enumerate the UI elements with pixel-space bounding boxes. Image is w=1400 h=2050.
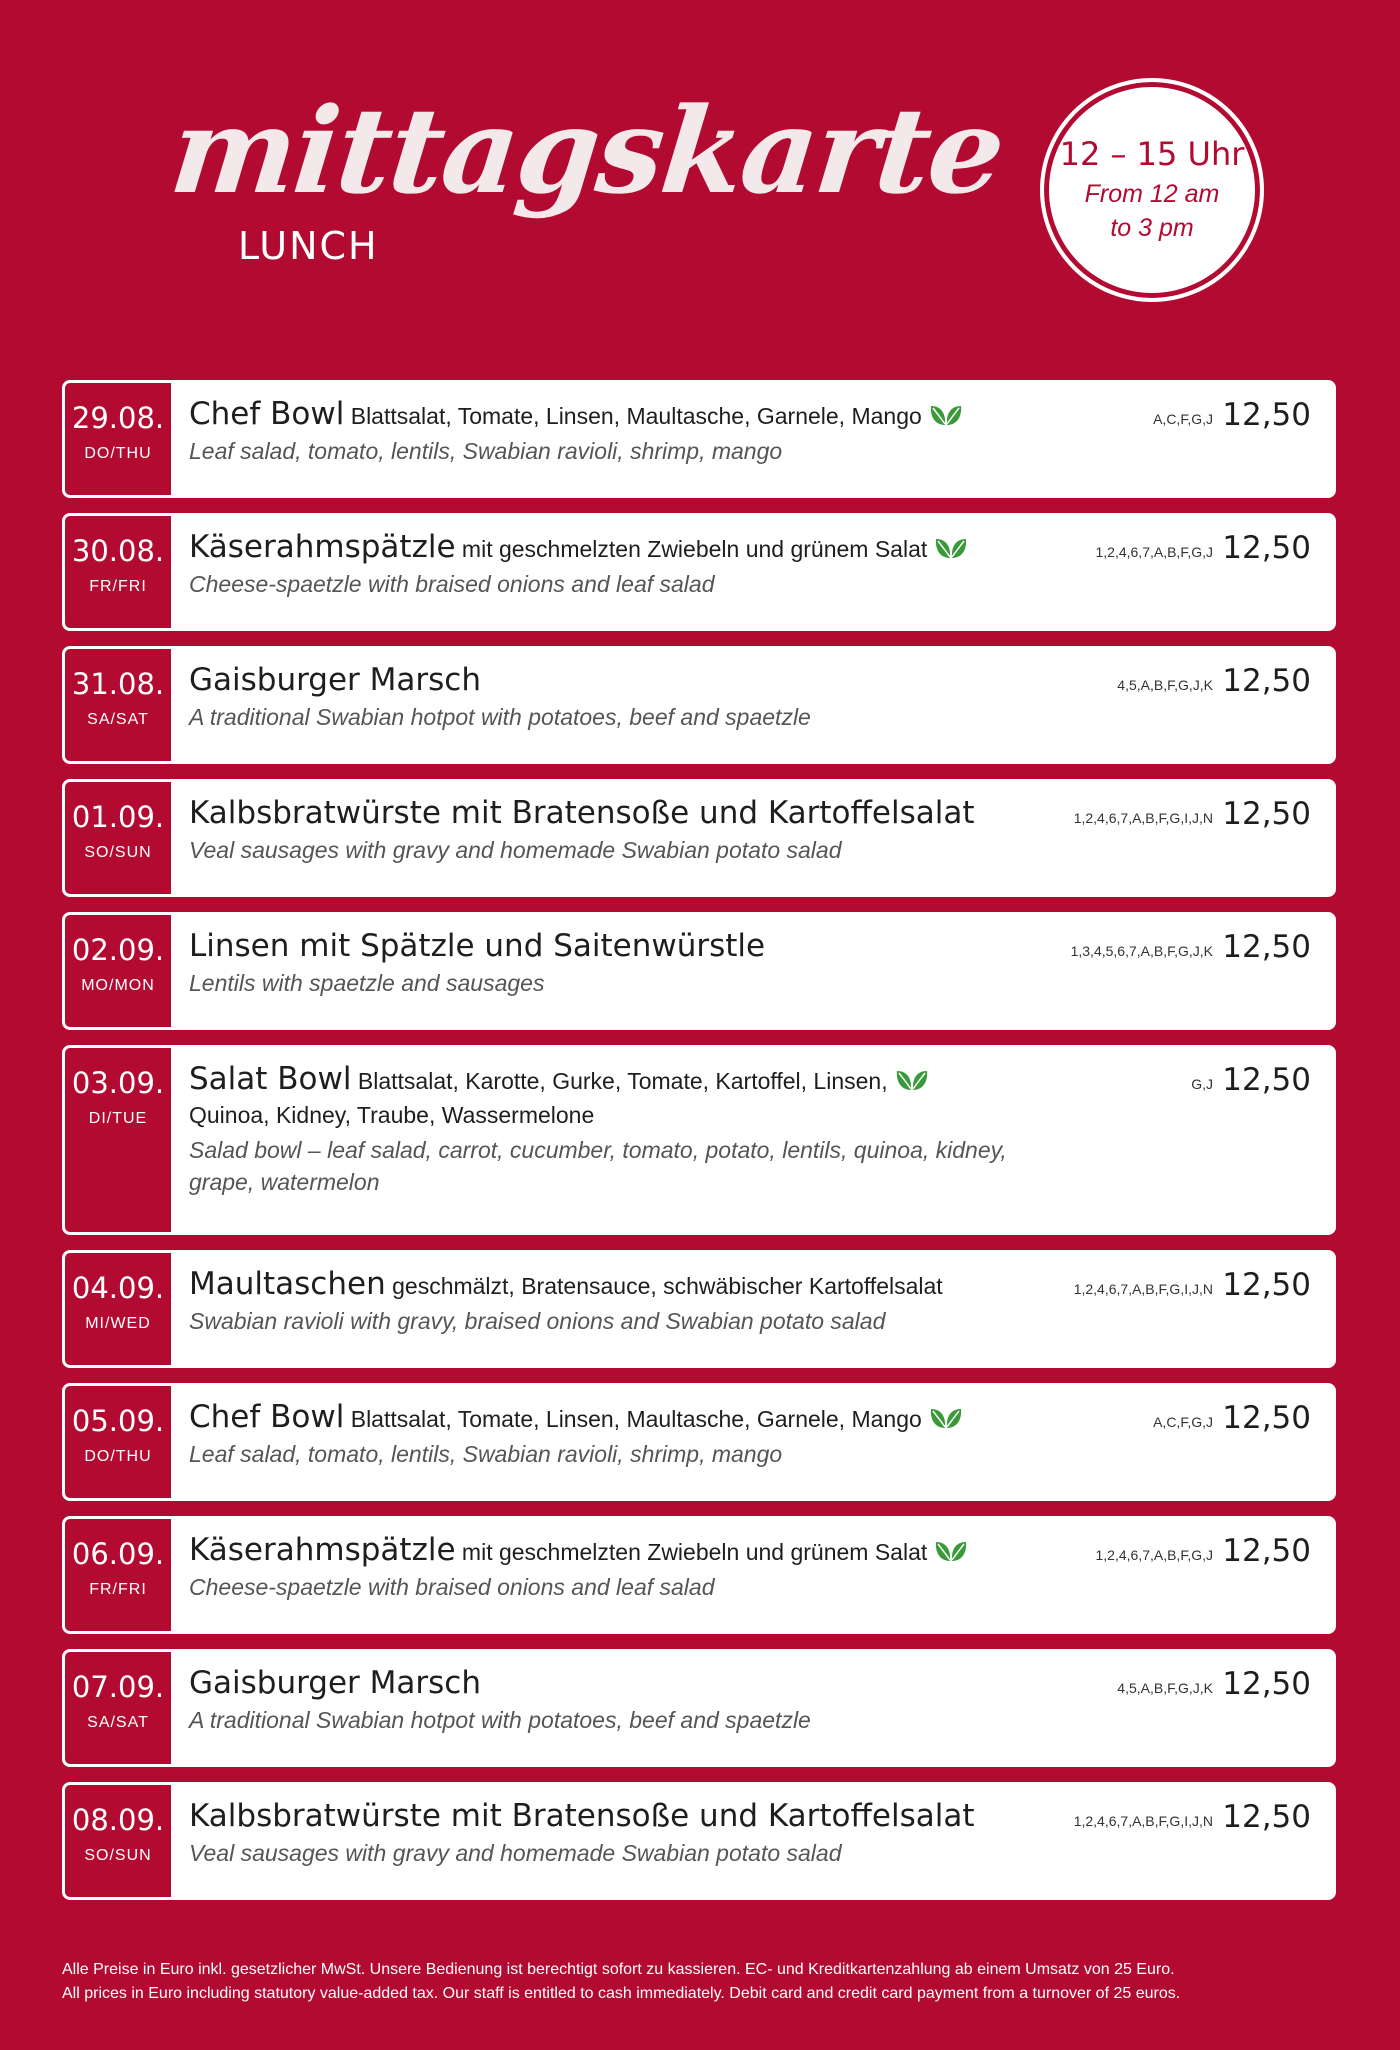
dish-cell <box>171 383 1333 495</box>
dish-line <box>189 1062 1009 1098</box>
time-main: 12 – 15 Uhr <box>1059 135 1245 173</box>
allergens: 1,2,4,6,7,A,B,F,G,I,J,N <box>1073 1281 1213 1297</box>
dish-english: Lentils with spaetzle and sausages <box>189 970 545 996</box>
date-cell <box>65 782 171 894</box>
price: 12,50 <box>1222 397 1311 433</box>
dish-name: Käserahmspätzle <box>189 529 456 565</box>
weekday: MI/WED <box>85 1315 151 1332</box>
dish-description: Blattsalat, Karotte, Gurke, Tomate, Kartoffel, Linsen, <box>357 1068 888 1094</box>
dish-name: Gaisburger Marsch <box>189 1665 481 1701</box>
date-cell <box>65 383 171 495</box>
weekday: FR/FRI <box>89 1581 147 1598</box>
allergens: 1,2,4,6,7,A,B,F,G,I,J,N <box>1073 1813 1213 1829</box>
allergens: 1,3,4,5,6,7,A,B,F,G,J,K <box>1070 943 1213 959</box>
weekday: DI/TUE <box>88 1110 148 1127</box>
menu-row <box>62 1782 1336 1900</box>
vegetarian-leaf-icon <box>928 1406 964 1430</box>
weekday: MO/MON <box>81 977 155 994</box>
dish-cell <box>171 1386 1333 1498</box>
dish-name: Kalbsbratwürste mit Bratensoße und Kartoffelsalat <box>189 1798 975 1834</box>
time-en-line2: to 3 pm <box>1110 214 1194 242</box>
weekday: DO/THU <box>84 1448 152 1465</box>
dish-line <box>189 1267 1009 1303</box>
allergens: 1,2,4,6,7,A,B,F,G,J <box>1095 1547 1213 1563</box>
dish-line <box>189 1400 1009 1436</box>
dish-description: Blattsalat, Tomate, Linsen, Maultasche, Garnele, Mango <box>350 403 922 429</box>
dish-name: Chef Bowl <box>189 1399 345 1435</box>
date-cell <box>65 1519 171 1631</box>
date-cell <box>65 516 171 628</box>
dish-english: Leaf salad, tomato, lentils, Swabian ravioli, shrimp, mango <box>189 1441 783 1467</box>
date-cell <box>65 1785 171 1897</box>
dish-english: Salad bowl – leaf salad, carrot, cucumber, tomato, potato, lentils, quinoa, kidney, grape, watermelon <box>189 1137 1007 1195</box>
dish-name: Maultaschen <box>189 1266 386 1302</box>
dish-english: Veal sausages with gravy and homemade Swabian potato salad <box>189 1840 842 1866</box>
footer-en: All prices in Euro including statutory value-added tax. Our staff is entitled to cash immediately. Debit card and credit card payment from a turnover of 25 euros. <box>62 1985 1181 2002</box>
dish-description: geschmälzt, Bratensauce, schwäbischer Kartoffelsalat <box>392 1273 943 1299</box>
dish-line <box>189 796 1009 832</box>
date-cell <box>65 1048 171 1232</box>
dish-line <box>189 929 1009 965</box>
dish-english: A traditional Swabian hotpot with potatoes, beef and spaetzle <box>189 704 811 730</box>
menu-list <box>62 380 1336 1915</box>
price: 12,50 <box>1222 663 1311 699</box>
menu-row <box>62 912 1336 1030</box>
dish-line <box>189 397 1009 433</box>
menu-subtitle: LUNCH <box>238 224 379 268</box>
weekday: SO/SUN <box>84 1847 152 1864</box>
allergens: 1,2,4,6,7,A,B,F,G,J <box>1095 544 1213 560</box>
date-cell <box>65 915 171 1027</box>
menu-row <box>62 779 1336 897</box>
dish-cell <box>171 1785 1333 1897</box>
date: 03.09. <box>71 1066 165 1100</box>
dish-line <box>189 1533 1009 1569</box>
dish-cell <box>171 1652 1333 1764</box>
date-cell <box>65 1652 171 1764</box>
menu-row <box>62 513 1336 631</box>
price: 12,50 <box>1222 1400 1311 1436</box>
dish-english: Cheese-spaetzle with braised onions and leaf salad <box>189 571 715 597</box>
weekday: SA/SAT <box>87 711 149 728</box>
dish-english: Leaf salad, tomato, lentils, Swabian ravioli, shrimp, mango <box>189 438 783 464</box>
allergens: 4,5,A,B,F,G,J,K <box>1117 1680 1213 1696</box>
date: 02.09. <box>71 933 165 967</box>
dish-name: Käserahmspätzle <box>189 1532 456 1568</box>
menu-row <box>62 1250 1336 1368</box>
dish-description-line2: Quinoa, Kidney, Traube, Wassermelone <box>189 1102 595 1128</box>
dish-line <box>189 663 1009 699</box>
price: 12,50 <box>1222 929 1311 965</box>
date: 06.09. <box>71 1537 165 1571</box>
time-badge <box>1040 78 1264 302</box>
price: 12,50 <box>1222 530 1311 566</box>
date: 31.08. <box>71 667 165 701</box>
weekday: DO/THU <box>84 445 152 462</box>
vegetarian-leaf-icon <box>928 403 964 427</box>
dish-cell <box>171 649 1333 761</box>
menu-row <box>62 1045 1336 1235</box>
menu-row <box>62 380 1336 498</box>
dish-name: Salat Bowl <box>189 1061 352 1097</box>
dish-description: mit geschmelzten Zwiebeln und grünem Salat <box>461 536 928 562</box>
time-en-line1: From 12 am <box>1084 180 1220 208</box>
vegetarian-leaf-icon <box>933 536 969 560</box>
dish-english: Veal sausages with gravy and homemade Swabian potato salad <box>189 837 842 863</box>
date: 08.09. <box>71 1803 165 1837</box>
footer-de: Alle Preise in Euro inkl. gesetzlicher MwSt. Unsere Bedienung ist berechtigt sofort zu kassieren. EC- und Kreditkartenzahlung ab einem Umsatz von 25 Euro. <box>62 1961 1175 1978</box>
price: 12,50 <box>1222 1533 1311 1569</box>
date: 07.09. <box>71 1670 165 1704</box>
dish-line <box>189 1666 1009 1702</box>
allergens: A,C,F,G,J <box>1153 1414 1213 1430</box>
date: 30.08. <box>71 534 165 568</box>
dish-english: A traditional Swabian hotpot with potatoes, beef and spaetzle <box>189 1707 811 1733</box>
dish-name: Gaisburger Marsch <box>189 662 481 698</box>
dish-cell <box>171 915 1333 1027</box>
menu-title: mittagskarte <box>164 81 1010 220</box>
dish-cell <box>171 782 1333 894</box>
dish-name: Kalbsbratwürste mit Bratensoße und Kartoffelsalat <box>189 795 975 831</box>
weekday: FR/FRI <box>89 578 147 595</box>
menu-row <box>62 646 1336 764</box>
dish-cell <box>171 1519 1333 1631</box>
dish-cell <box>171 1253 1333 1365</box>
date: 04.09. <box>71 1271 165 1305</box>
price: 12,50 <box>1222 1062 1311 1098</box>
price: 12,50 <box>1222 1267 1311 1303</box>
date-cell <box>65 649 171 761</box>
dish-cell <box>171 1048 1333 1232</box>
dish-line <box>189 530 1009 566</box>
weekday: SO/SUN <box>84 844 152 861</box>
dish-name: Linsen mit Spätzle und Saitenwürstle <box>189 928 766 964</box>
allergens: A,C,F,G,J <box>1153 411 1213 427</box>
footer <box>62 1958 1352 2006</box>
dish-cell <box>171 516 1333 628</box>
dish-line <box>189 1799 1009 1835</box>
price: 12,50 <box>1222 1666 1311 1702</box>
price: 12,50 <box>1222 1799 1311 1835</box>
header <box>0 0 1400 370</box>
menu-row <box>62 1383 1336 1501</box>
dish-english: Swabian ravioli with gravy, braised onions and Swabian potato salad <box>189 1308 886 1334</box>
date: 29.08. <box>71 401 165 435</box>
allergens: 4,5,A,B,F,G,J,K <box>1117 677 1213 693</box>
date: 01.09. <box>71 800 165 834</box>
date-cell <box>65 1253 171 1365</box>
menu-row <box>62 1516 1336 1634</box>
dish-description: mit geschmelzten Zwiebeln und grünem Salat <box>461 1539 928 1565</box>
date: 05.09. <box>71 1404 165 1438</box>
price: 12,50 <box>1222 796 1311 832</box>
date-cell <box>65 1386 171 1498</box>
dish-english: Cheese-spaetzle with braised onions and leaf salad <box>189 1574 715 1600</box>
weekday: SA/SAT <box>87 1714 149 1731</box>
dish-description: Blattsalat, Tomate, Linsen, Maultasche, Garnele, Mango <box>350 1406 922 1432</box>
dish-name: Chef Bowl <box>189 396 345 432</box>
dish-description-cont <box>189 1098 1009 1132</box>
vegetarian-leaf-icon <box>933 1539 969 1563</box>
allergens: 1,2,4,6,7,A,B,F,G,I,J,N <box>1073 810 1213 826</box>
menu-row <box>62 1649 1336 1767</box>
vegetarian-leaf-icon <box>894 1068 930 1092</box>
allergens: G,J <box>1191 1076 1213 1092</box>
